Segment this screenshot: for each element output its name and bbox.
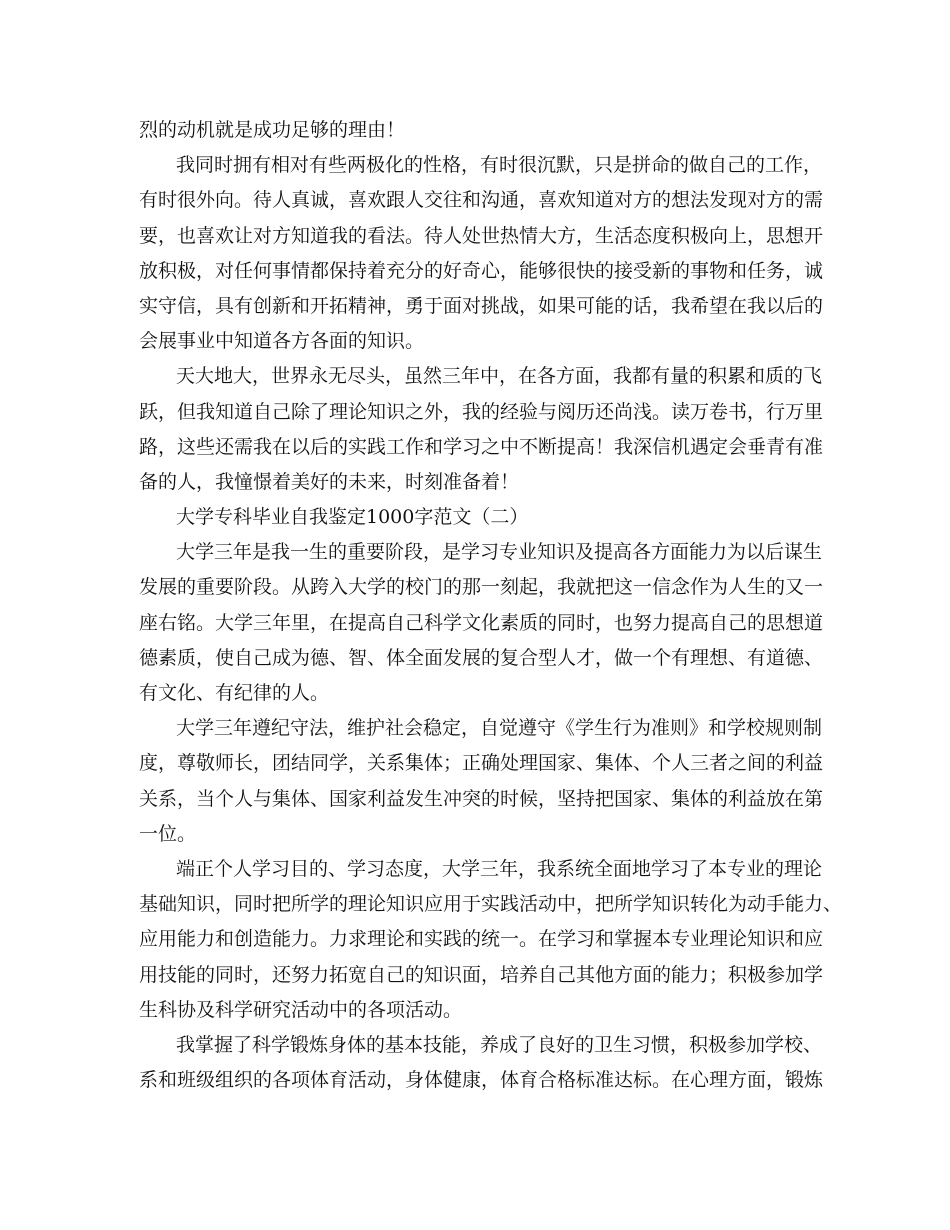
text-line: 关系，当个人与集体、国家利益发生冲突的时候，坚持把国家、集体的利益放在第: [139, 787, 824, 810]
text-line: 度，尊敬师长，团结同学，关系集体；正确处理国家、集体、个人三者之间的利益: [139, 752, 824, 775]
text-line: 备的人，我憧憬着美好的未来，时刻准备着！: [139, 470, 520, 493]
text-line: 放积极，对任何事情都保持着充分的好奇心，能够很快的接受新的事物和任务，诚: [139, 259, 824, 282]
text-line: 实守信，具有创新和开拓精神，勇于面对挑战，如果可能的话，我希望在我以后的: [139, 294, 824, 317]
text-line: 端正个人学习目的、学习态度，大学三年，我系统全面地学习了本专业的理论: [176, 857, 823, 880]
text-line: 生科协及科学研究活动中的各项活动。: [139, 998, 463, 1021]
text-line: 大学三年是我一生的重要阶段，是学习专业知识及提高各方面能力为以后谋生: [176, 541, 823, 564]
text-line: 大学专科毕业自我鉴定1000字范文（二）: [176, 506, 529, 529]
text-line: 发展的重要阶段。从跨入大学的校门的那一刻起，我就把这一信念作为人生的又一: [139, 576, 824, 599]
text-line: 有文化、有纪律的人。: [139, 682, 330, 704]
text-line: 要，也喜欢让对方知道我的看法。待人处世热情大方，生活态度积极向上，思想开: [139, 224, 824, 247]
text-line: 一位。: [139, 822, 197, 845]
text-line: 座右铭。大学三年里，在提高自己科学文化素质的同时，也努力提高自己的思想道: [139, 611, 824, 634]
text-line: 应用能力和创造能力。力求理论和实践的统一。在学习和掌握本专业理论知识和应: [139, 928, 824, 951]
text-line: 大学三年遵纪守法，维护社会稳定，自觉遵守《学生行为准则》和学校规则制: [176, 717, 823, 740]
text-line: 烈的动机就是成功足够的理由！: [139, 119, 406, 141]
text-line: 我掌握了科学锻炼身体的基本技能，养成了良好的卫生习惯，积极参加学校、: [176, 1033, 823, 1056]
text-line: 天大地大，世界永无尽头，虽然三年中，在各方面，我都有量的积累和质的飞: [176, 365, 823, 388]
document-body: [139, 113, 843, 1098]
text-line: 路，这些还需我在以后的实践工作和学习之中不断提高！我深信机遇定会垂青有准: [139, 435, 824, 458]
text-line: 系和班级组织的各项体育活动，身体健康，体育合格标准达标。在心理方面，锻炼: [139, 1069, 824, 1092]
text-line: 我同时拥有相对有些两极化的性格，有时很沉默，只是拼命的做自己的工作，: [176, 154, 823, 177]
text-line: 有时很外向。待人真诚，喜欢跟人交往和沟通，喜欢知道对方的想法发现对方的需: [139, 189, 824, 212]
text-line: 德素质，使自己成为德、智、体全面发展的复合型人才，做一个有理想、有道德、: [139, 646, 824, 669]
text-line: 跃，但我知道自己除了理论知识之外，我的经验与阅历还尚浅。读万卷书，行万里: [139, 400, 824, 423]
text-line: 基础知识，同时把所学的理论知识应用于实践活动中，把所学知识转化为动手能力、: [139, 893, 843, 916]
text-line: 用技能的同时，还努力拓宽自己的知识面，培养自己其他方面的能力；积极参加学: [139, 963, 824, 986]
text-line: 会展事业中知道各方各面的知识。: [139, 330, 425, 353]
